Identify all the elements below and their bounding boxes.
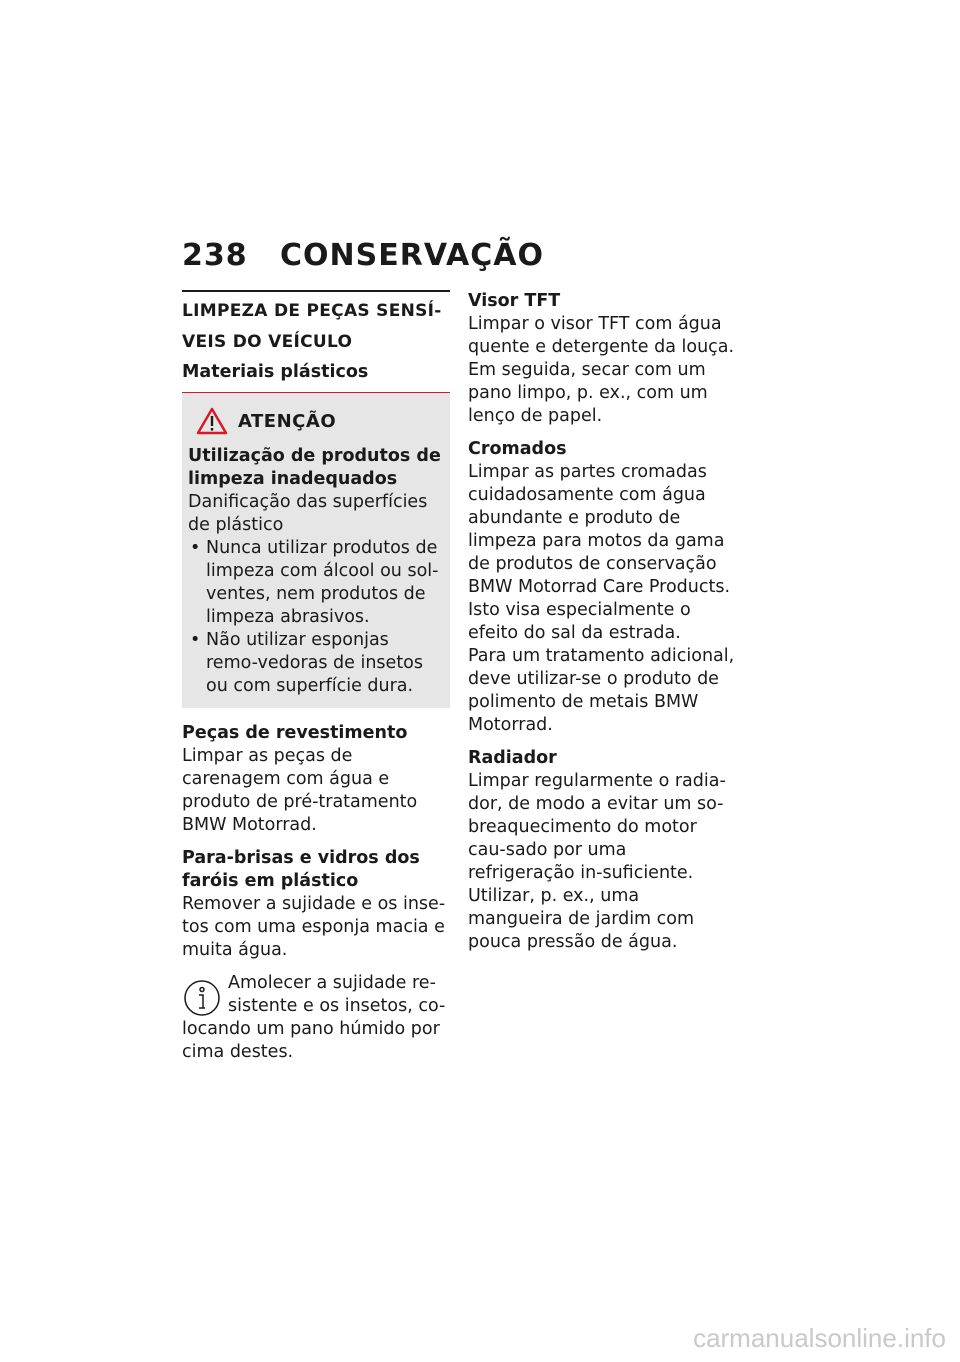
content-block [182, 847, 450, 962]
block-title: Radiador [468, 748, 557, 768]
page-header [182, 238, 544, 273]
block-text: Limpar o visor TFT com água quente e detergente da louça. Em seguida, secar com um pano limpo, p. ex., com um lenço de papel. [468, 314, 735, 426]
block-title: Visor TFT [468, 291, 561, 311]
block-text: Limpar as partes cromadas cuidadosamente com água abundante e produto de limpeza para motos da gama de produtos de conservação BMW Motorrad Care Products. Isto visa especialmente o efeito do sal da estrada. [468, 462, 731, 643]
warning-box [182, 393, 450, 708]
warning-title: Utilização de produtos de limpeza inadequados [188, 446, 441, 489]
block-title: Peças de revestimento [182, 723, 408, 743]
block-text: Limpar as peças de carenagem com água e produto de pré-tratamento BMW Motorrad. [182, 746, 418, 835]
block-text: Limpar regularmente o radia-dor, de modo a evitar um so-breaquecimento do motor cau-sado por uma refrigeração in-suficiente. [468, 771, 726, 883]
block-text: Utilizar, p. ex., uma mangueira de jardim com pouca pressão de água. [468, 886, 695, 952]
right-column [468, 290, 736, 964]
content-block [468, 290, 736, 428]
warning-header [196, 407, 442, 435]
list-item: • Nunca utilizar produtos de limpeza com álcool ou sol-ventes, nem produtos de limpeza abrasivos. [188, 537, 442, 629]
info-icon [182, 978, 222, 1018]
watermark: carmanualsonline.info [693, 1323, 946, 1353]
list-item: • Não utilizar esponjas remo-vedoras de insetos ou com superfície dura. [188, 629, 442, 698]
warning-bullets [188, 537, 442, 698]
block-text: Remover a sujidade e os inse-tos com uma esponja macia e muita água. [182, 894, 446, 960]
section-title: LIMPEZA DE PEÇAS SENSÍ-VEIS DO VEÍCULO [182, 301, 442, 352]
info-note [182, 972, 450, 1064]
block-title: Para-brisas e vidros dos faróis em plástico [182, 848, 420, 891]
warning-text: Danificação das superfícies de plástico [188, 492, 428, 535]
page-number: 238 [182, 238, 248, 273]
warning-label: ATENÇÃO [238, 410, 337, 432]
block-title: Cromados [468, 439, 567, 459]
warning-triangle-icon [196, 407, 228, 435]
content-block [182, 722, 450, 837]
section-rule [182, 290, 450, 292]
left-column [182, 290, 450, 1064]
chapter-title: CONSERVAÇÃO [280, 238, 544, 273]
subsection-title: Materiais plásticos [182, 362, 369, 382]
content-block [468, 438, 736, 737]
content-block [468, 747, 736, 954]
info-text: Amolecer a sujidade re-sistente e os insetos, co-locando um pano húmido por cima destes. [182, 973, 446, 1062]
block-text: Para um tratamento adicional, deve utilizar-se o produto de polimento de metais BMW Motorrad. [468, 646, 735, 735]
